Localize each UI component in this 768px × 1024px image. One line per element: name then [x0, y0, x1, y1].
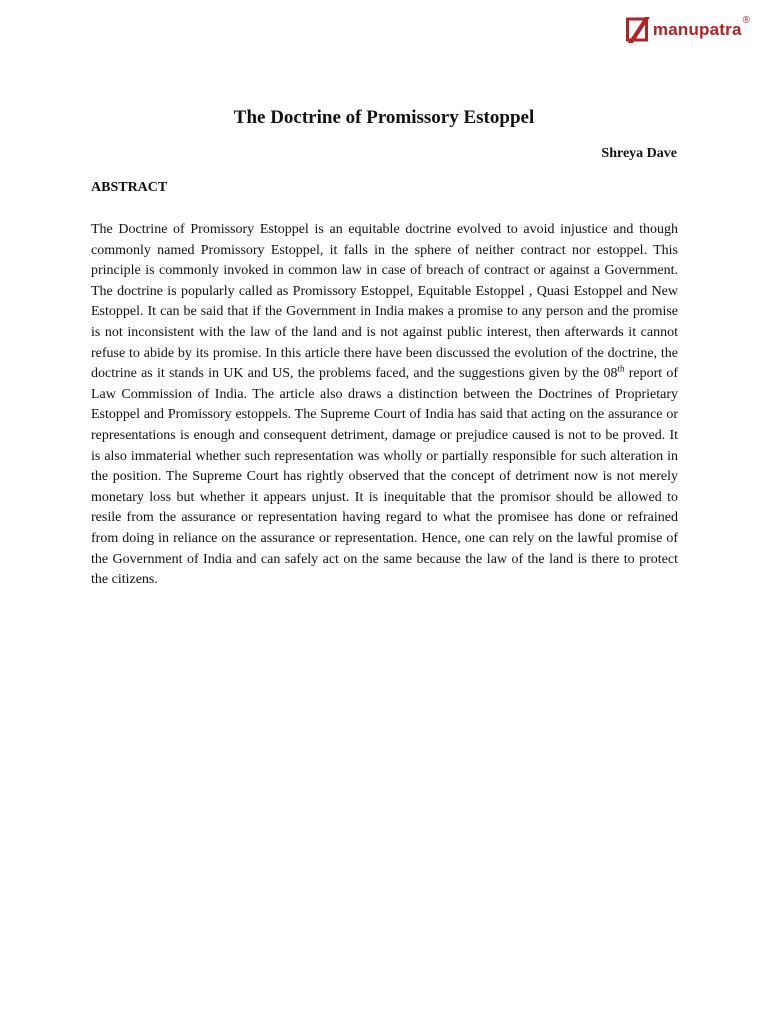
registered-mark: ®	[742, 14, 750, 26]
abstract-paragraph	[91, 220, 678, 591]
abstract-text-part1: The Doctrine of Promissory Estoppel is an equitable doctrine evolved to avoid injustice and though commonly named Promissory Estoppel, it falls in the sphere of neither contract nor estoppel. This principle is commonly invoked in common law in case of breach of contract or against a Government. The doctrine is popularly called as Promissory Estoppel, Equitable Estoppel , Quasi Estoppel and New Estoppel. It can be said that if the Government in India makes a promise to any person and the promise is not inconsistent with the law of the land and is not against public interest, then afterwards it cannot refuse to abide by its promise. In this article there have been discussed the evolution of the doctrine, the doctrine as it stands in UK and US, the problems faced, and the suggestions given by the 08	[91, 222, 678, 382]
ordinal-superscript: th	[617, 363, 625, 374]
manupatra-logo	[626, 12, 750, 48]
abstract-text-part2: report of Law Commission of India. The article also draws a distinction between the Doctrines of Proprietary Estoppel and Promissory estoppels. The Supreme Court of India has said that acting on the assurance or representations is enough and consequent detriment, damage or prejudice caused is not to be proved. It is also immaterial whether such representation was wholly or partially responsible for such alteration in the position. The Supreme Court has rightly observed that the concept of detriment now is not merely monetary loss but whether it appears unjust. It is inequitable that the promisor should be allowed to resile from the assurance or representation having regard to what the promisee has done or refrained from doing in reliance on the assurance or representation. Hence, one can rely on the lawful promise of the Government of India and can safely act on the same because the law of the land is there to protect the citizens.	[91, 366, 679, 588]
abstract-heading: ABSTRACT	[91, 180, 168, 195]
author-name: Shreya Dave	[601, 146, 677, 161]
manupatra-logo-icon	[626, 17, 650, 43]
document-title: The Doctrine of Promissory Estoppel	[233, 107, 535, 128]
logo-text: manupatra	[652, 20, 742, 39]
